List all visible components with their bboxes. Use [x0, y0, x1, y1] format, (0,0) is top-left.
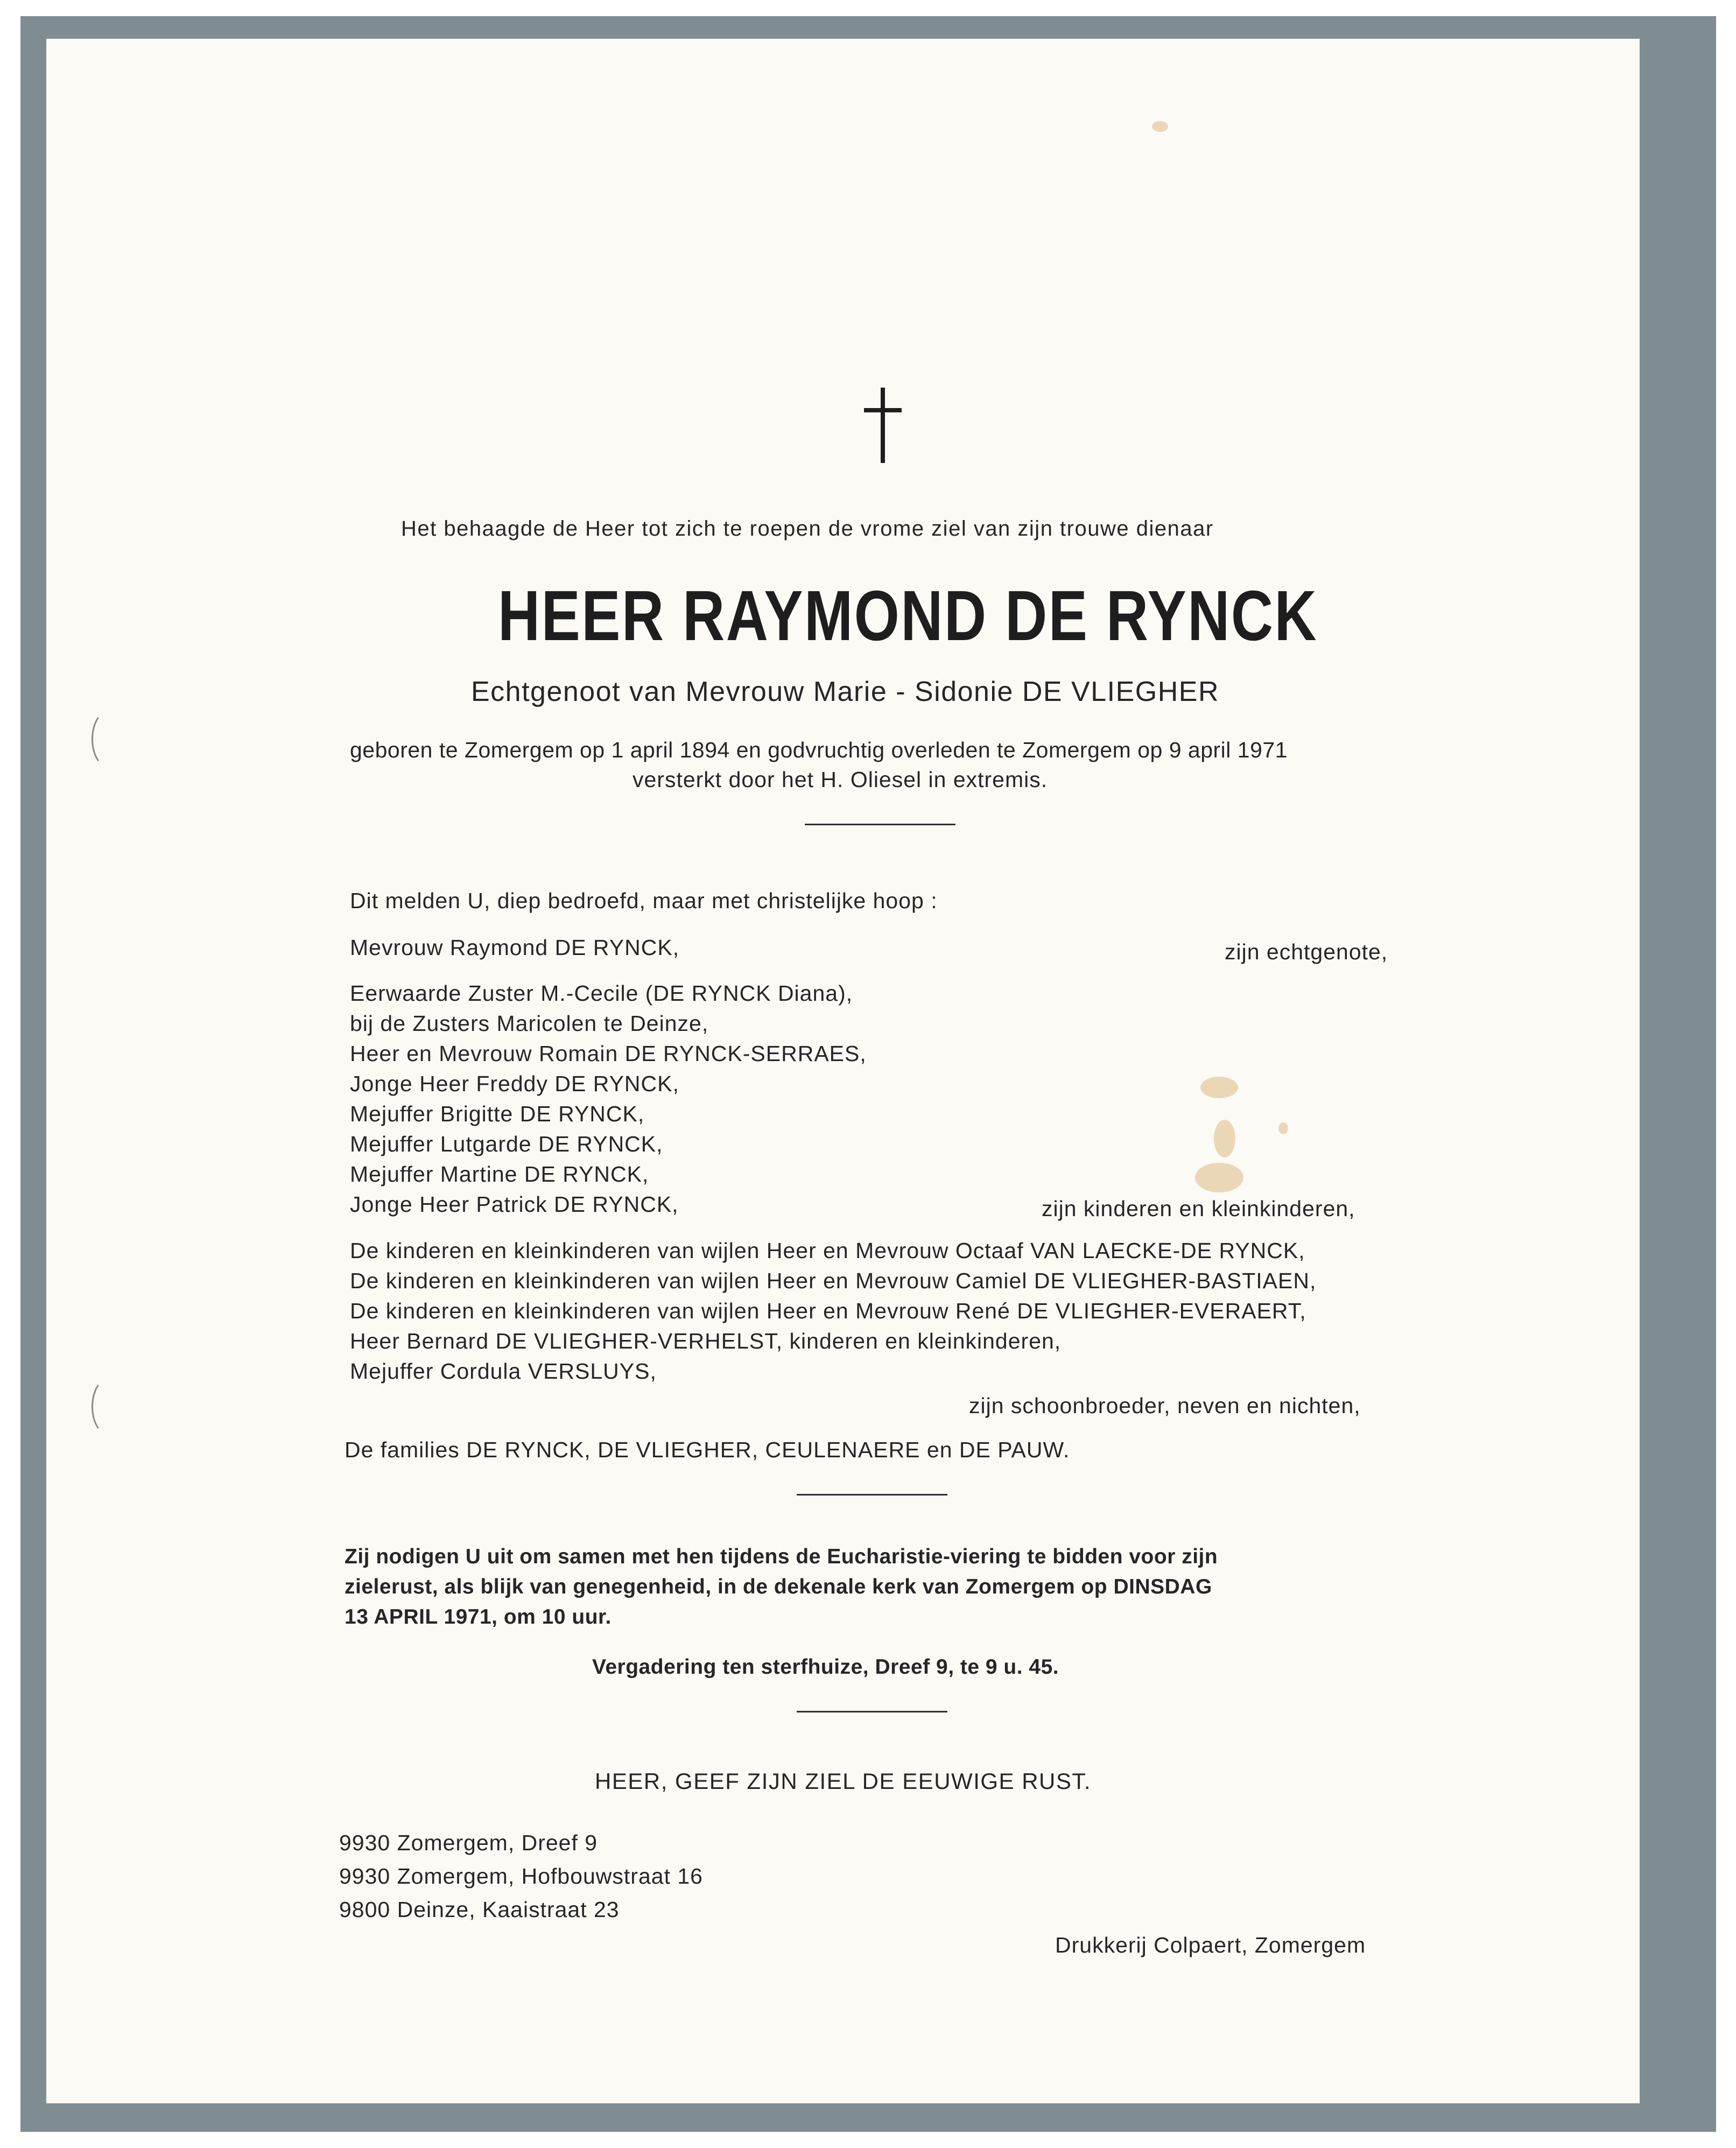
address-line: 9800 Deinze, Kaaistraat 23 — [339, 1897, 620, 1922]
child-line: Jonge Heer Patrick DE RYNCK, — [350, 1192, 679, 1217]
in-law-line: Mejuffer Cordula VERSLUYS, — [350, 1359, 657, 1384]
paper-stain — [1214, 1120, 1235, 1157]
intro-line: Het behaagde de Heer tot zich te roepen de vrome ziel van zijn trouwe dienaar — [401, 517, 1214, 540]
child-line: bij de Zusters Maricolen te Deinze, — [350, 1011, 709, 1036]
child-line: Mejuffer Lutgarde DE RYNCK, — [350, 1132, 663, 1156]
notice-opening: Dit melden U, diep bedroefd, maar met christelijke hoop : — [350, 888, 938, 913]
in-laws-relation: zijn schoonbroeder, neven en nichten, — [969, 1393, 1361, 1418]
child-line: Jonge Heer Freddy DE RYNCK, — [350, 1071, 679, 1096]
prayer-line: HEER, GEEF ZIJN ZIEL DE EEUWIGE RUST. — [595, 1768, 1092, 1794]
invitation-line: zielerust, als blijk van genegenheid, in de dekenale kerk van Zomergem op DINSDAG — [345, 1575, 1212, 1598]
child-line: Eerwaarde Zuster M.-Cecile (DE RYNCK Diana), — [350, 981, 853, 1006]
binder-hole-top — [92, 711, 125, 768]
families-line: De families DE RYNCK, DE VLIEGHER, CEULENAERE en DE PAUW. — [345, 1437, 1070, 1462]
printer-credit: Drukkerij Colpaert, Zomergem — [1055, 1933, 1366, 1957]
in-law-line: Heer Bernard DE VLIEGHER-VERHELST, kinderen en kleinkinderen, — [350, 1329, 1062, 1353]
wife-name: Mevrouw Raymond DE RYNCK, — [350, 935, 680, 960]
child-line: Mejuffer Brigitte DE RYNCK, — [350, 1101, 645, 1126]
address-line: 9930 Zomergem, Hofbouwstraat 16 — [339, 1864, 703, 1889]
wife-relation: zijn echtgenote, — [1225, 939, 1388, 964]
birth-death-line: geboren te Zomergem op 1 april 1894 en godvruchtig overleden te Zomergem op 9 april 1971 — [350, 738, 1288, 762]
in-law-line: De kinderen en kleinkinderen van wijlen Heer en Mevrouw Octaaf VAN LAECKE-DE RYNCK, — [350, 1238, 1305, 1263]
gathering-line: Vergadering ten sterfhuize, Dreef 9, te 9 u. 45. — [592, 1655, 1059, 1679]
in-law-line: De kinderen en kleinkinderen van wijlen Heer en Mevrouw Camiel DE VLIEGHER-BASTIAEN, — [350, 1268, 1317, 1293]
children-relation: zijn kinderen en kleinkinderen, — [1042, 1196, 1355, 1221]
paper-stain — [1278, 1122, 1288, 1134]
divider — [797, 1494, 947, 1496]
deceased-name: HEER RAYMOND DE RYNCK — [498, 576, 1318, 655]
paper-stain — [1195, 1163, 1243, 1192]
child-line: Mejuffer Martine DE RYNCK, — [350, 1162, 649, 1187]
paper-stain — [1152, 121, 1168, 132]
invitation-line: 13 APRIL 1971, om 10 uur. — [345, 1605, 612, 1628]
cross-icon — [864, 388, 902, 463]
divider — [805, 824, 955, 825]
paper-stain — [1200, 1077, 1238, 1098]
sacrament-line: versterkt door het H. Oliesel in extremis. — [632, 767, 1048, 792]
divider — [797, 1711, 947, 1712]
spouse-line: Echtgenoot van Mevrouw Marie - Sidonie DE VLIEGHER — [471, 676, 1220, 707]
child-line: Heer en Mevrouw Romain DE RYNCK-SERRAES, — [350, 1041, 867, 1066]
binder-hole-bottom — [92, 1378, 125, 1435]
invitation-line: Zij nodigen U uit om samen met hen tijdens de Eucharistie-viering te bidden voor zijn — [345, 1545, 1218, 1568]
address-line: 9930 Zomergem, Dreef 9 — [339, 1830, 598, 1855]
in-law-line: De kinderen en kleinkinderen van wijlen Heer en Mevrouw René DE VLIEGHER-EVERAERT, — [350, 1298, 1306, 1323]
